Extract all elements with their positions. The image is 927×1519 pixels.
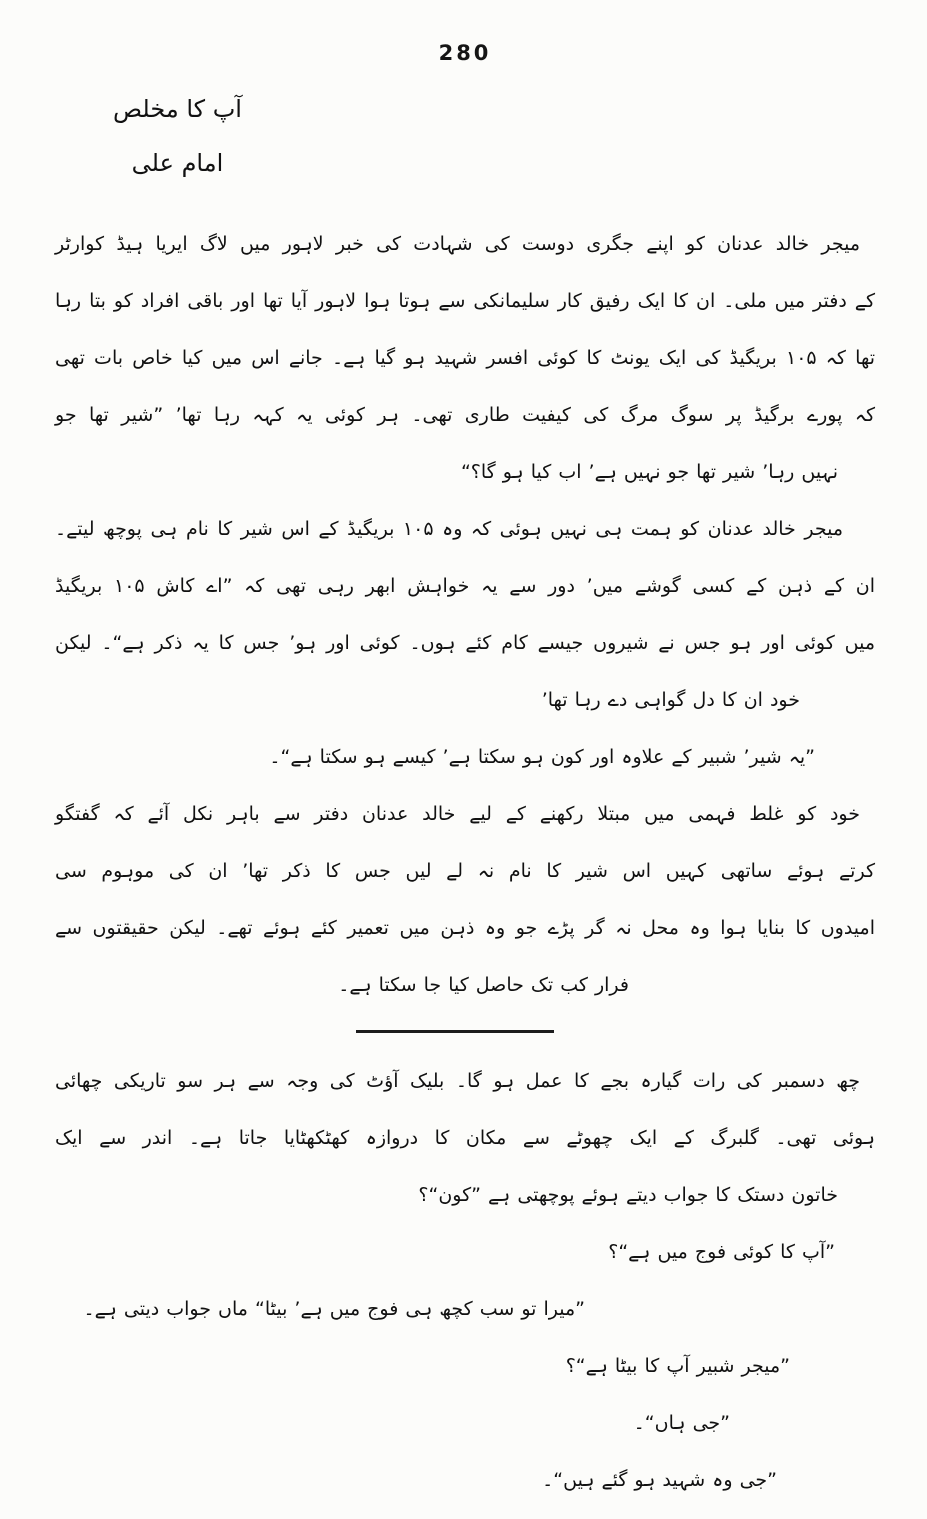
paragraph-4 <box>55 1053 875 1224</box>
text-line: چھ دسمبر کی رات گیارہ بجے کا عمل ہو گا۔ بلیک آؤٹ کی وجہ سے ہر سو تاریکی چھائی <box>55 1070 860 1092</box>
dialogue-block <box>55 1224 875 1509</box>
quote-line: ”یہ شیر’ شبیر کے علاوہ اور کون ہو سکتا ہے’ کیسے ہو سکتا ہے“۔ <box>269 746 815 768</box>
text-line: فرار کب تک حاصل کیا جا سکتا ہے۔ <box>338 974 629 996</box>
dialogue-line: ”میرا تو سب کچھ ہی فوج میں ہے’ بیٹا“ ماں جواب دیتی ہے۔ <box>83 1298 585 1320</box>
text-line: کہ پورے برگیڈ پر سوگ مرگ کی کیفیت طاری تھی۔ ہر کوئی یہ کہہ رہا تھا’ ”شیر تھا جو <box>55 404 875 426</box>
dialogue-line: ”جی ہاں“۔ <box>633 1412 730 1434</box>
letter-closing-signature: امام علی <box>131 149 224 177</box>
text-line: خود ان کا دل گواہی دے رہا تھا’ <box>541 689 800 711</box>
letter-closing <box>55 82 242 190</box>
letter-closing-salutation: آپ کا مخلص <box>113 95 242 123</box>
dialogue-line: ”جی وہ شہید ہو گئے ہیں“۔ <box>542 1469 777 1491</box>
paragraph-3 <box>55 786 875 1014</box>
page-body <box>55 216 875 1509</box>
text-line: امیدوں کا بنایا ہوا وہ محل نہ گر پڑے جو وہ ذہن میں تعمیر کئے ہوئے تھے۔ لیکن حقیقتوں سے <box>55 917 875 939</box>
text-line: خود کو غلط فہمی میں مبتلا رکھنے کے لیے خالد عدنان دفتر سے باہر نکل آئے کہ گفتگو <box>55 803 860 825</box>
section-divider <box>356 1030 554 1033</box>
text-line: نہیں رہا’ شیر تھا جو نہیں ہے’ اب کیا ہو گا؟“ <box>460 461 838 483</box>
text-line: میجر خالد عدنان کو اپنے جگری دوست کی شہادت کی خبر لاہور میں لاگ ایریا ہیڈ کوارٹر <box>55 233 860 255</box>
page-number: 280 <box>438 41 492 65</box>
text-line: کرتے ہوئے ساتھی کہیں اس شیر کا نام نہ لے لیں جس کا ذکر تھا’ ان کی موہوم سی <box>55 860 875 882</box>
text-line: تھا کہ ۱۰۵ بریگیڈ کی ایک یونٹ کا کوئی افسر شہید ہو گیا ہے۔ جانے اس میں کیا خاص بات تھی <box>55 347 875 369</box>
dialogue-line: ”میجر شبیر آپ کا بیٹا ہے“؟ <box>565 1355 790 1377</box>
text-line: کے دفتر میں ملی۔ ان کا ایک رفیق کار سلیمانکی سے ہوتا ہوا لاہور آیا تھا اور باقی افراد کو بتا رہا <box>55 290 875 312</box>
text-line: خاتون دستک کا جواب دیتے ہوئے پوچھتی ہے ”کون“؟ <box>418 1184 838 1206</box>
dialogue-line: ”آپ کا کوئی فوج میں ہے“؟ <box>608 1241 835 1263</box>
text-line: ہوئی تھی۔ گلبرگ کے ایک چھوٹے سے مکان کا دروازہ کھٹکھٹایا جاتا ہے۔ اندر سے ایک <box>55 1127 875 1149</box>
text-line: میں کوئی اور ہو جس نے شیروں جیسے کام کئے ہوں۔ کوئی اور ہو’ جس کا یہ ذکر ہے“۔ لیکن <box>55 632 875 654</box>
text-line: ان کے ذہن کے کسی گوشے میں’ دور سے یہ خواہش ابھر رہی تھی کہ ”اے کاش ۱۰۵ بریگیڈ <box>55 575 875 597</box>
paragraph-2 <box>55 501 875 729</box>
paragraph-1 <box>55 216 875 501</box>
text-line: میجر خالد عدنان کو ہمت ہی نہیں ہوئی کہ وہ ۱۰۵ بریگیڈ کے اس شیر کا نام ہی پوچھ لیتے۔ <box>55 518 844 540</box>
